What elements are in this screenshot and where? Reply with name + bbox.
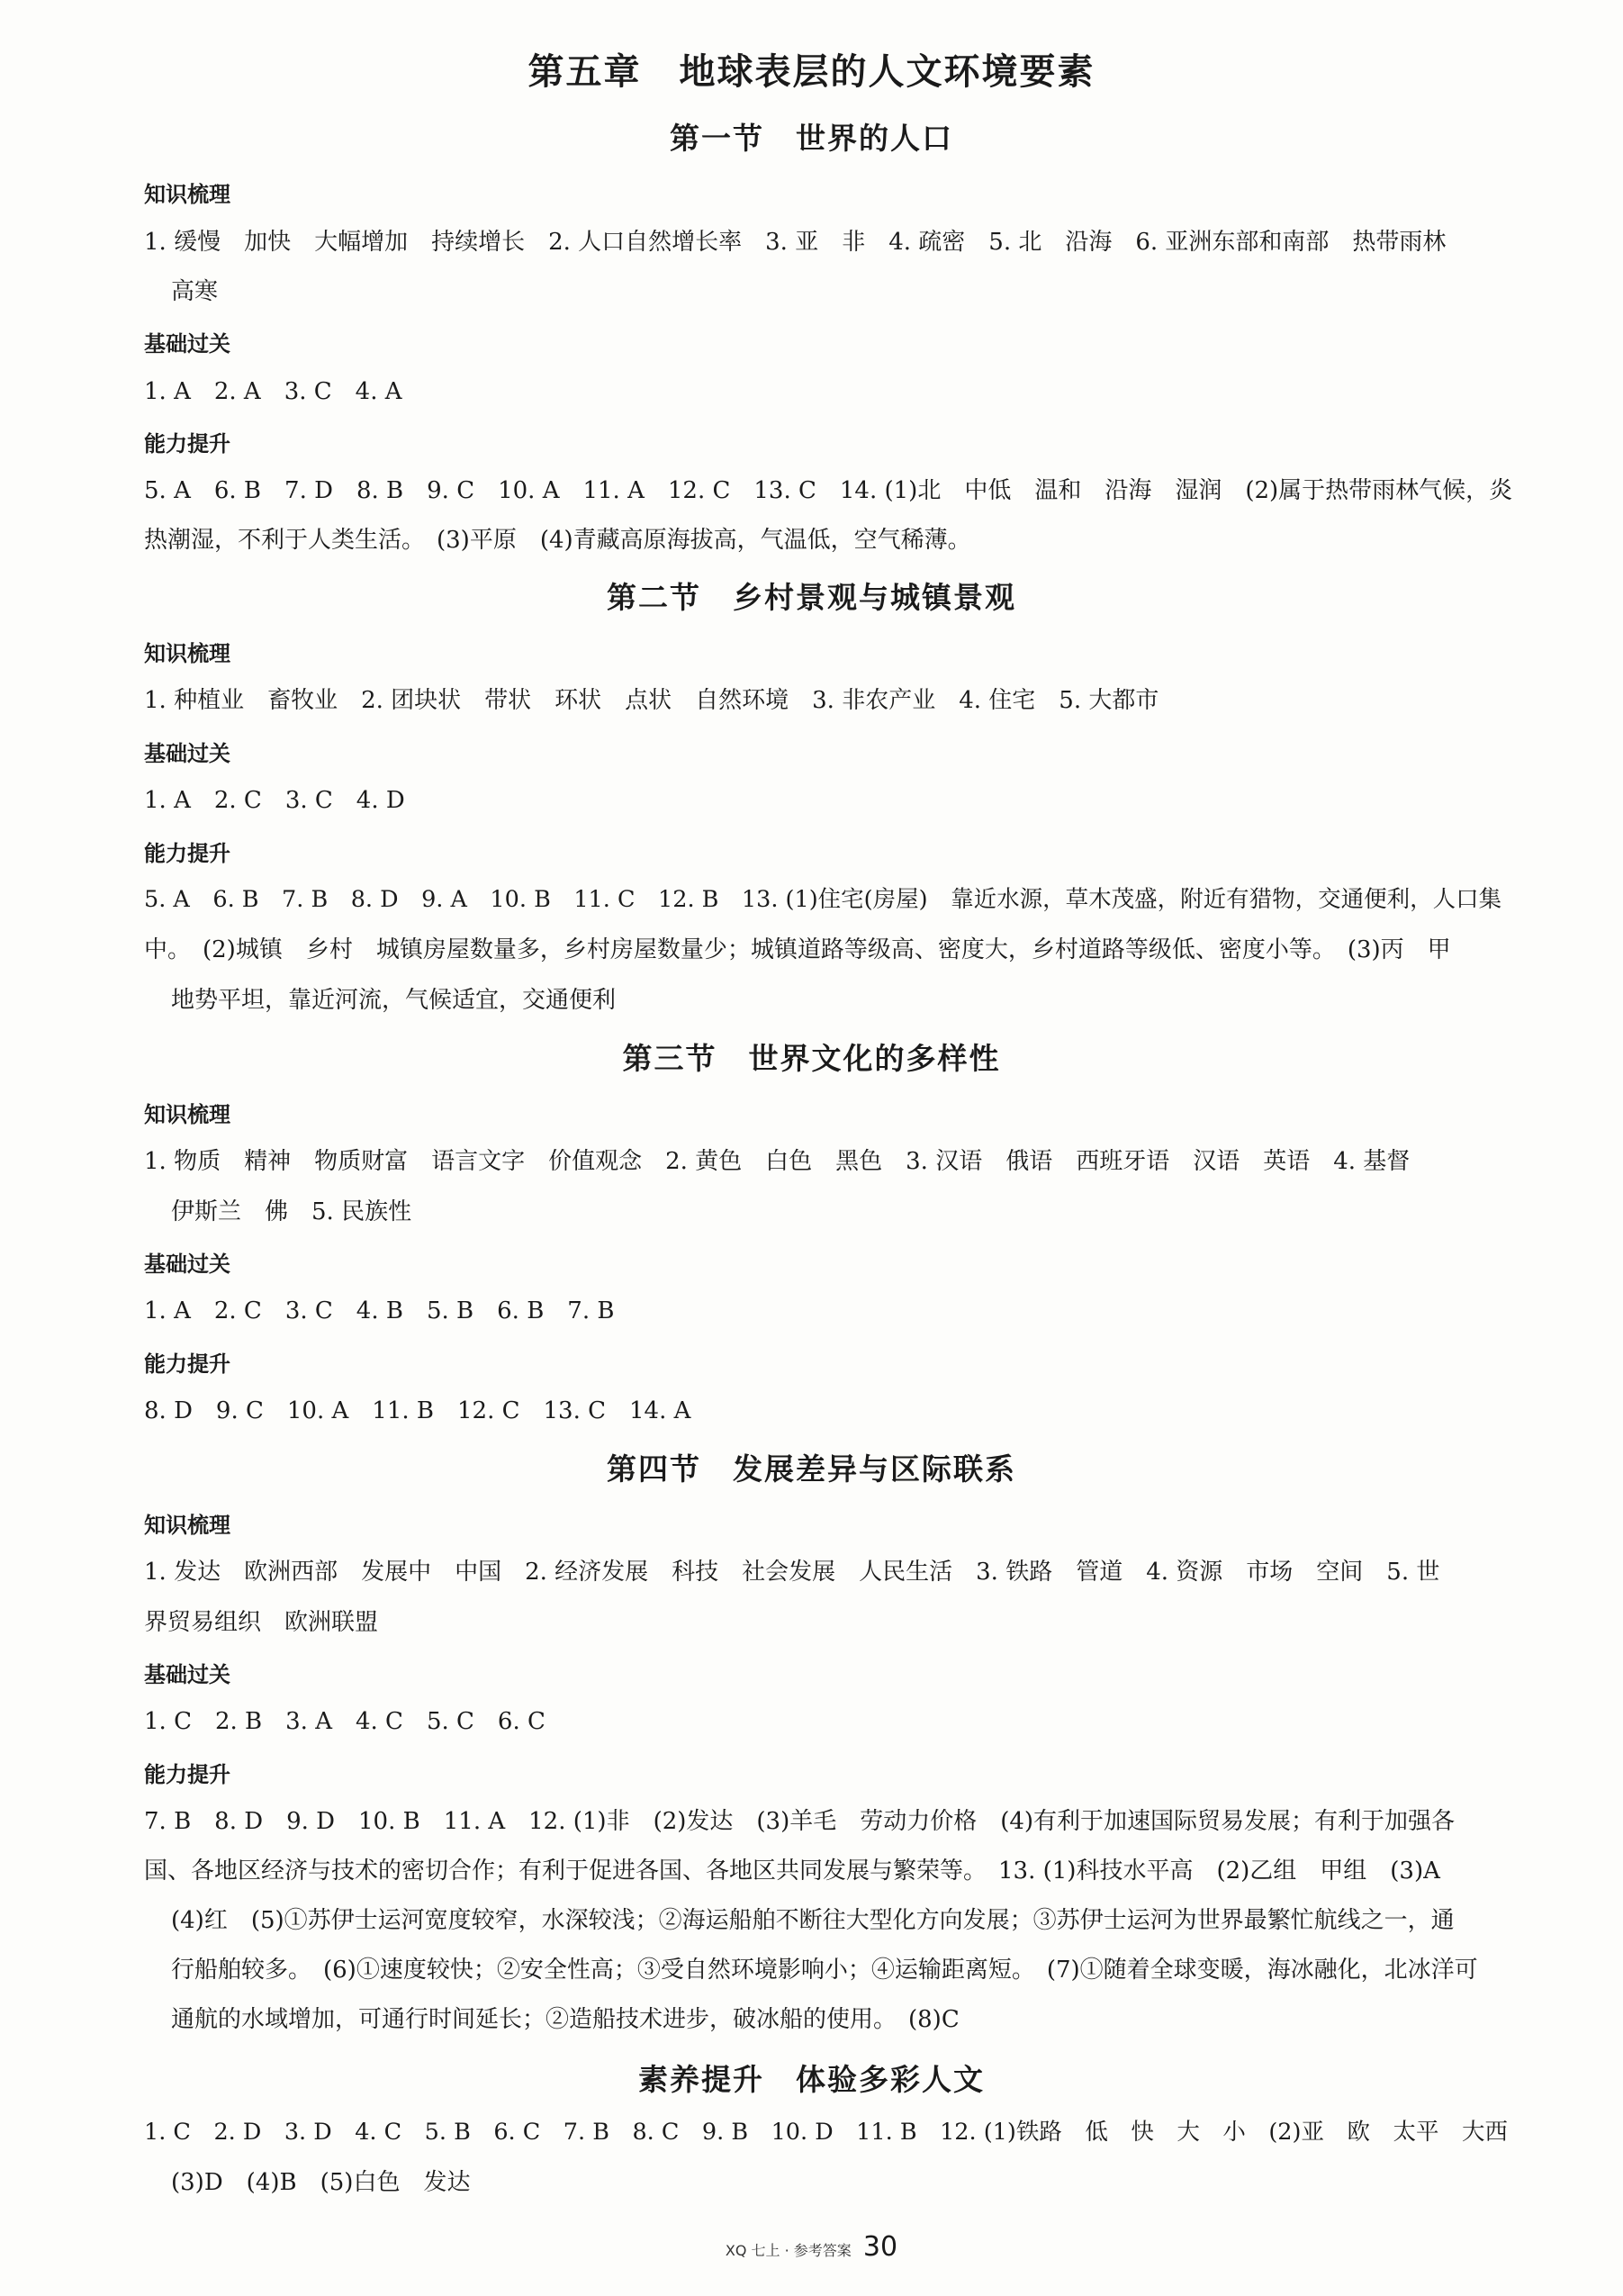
answer-line: 通航的水域增加，可通行时间延长；②造船技术进步，破冰船的使用。 (8)C	[171, 2006, 960, 2033]
answer-line: 1. 发达 欧洲西部 发展中 中国 2. 经济发展 科技 社会发展 人民生活 3. 铁路 管道 4. 资源 市场 空间 5. 世	[144, 1559, 1440, 1586]
answer-line: 1. A 2. C 3. C 4. B 5. B 6. B 7. B	[144, 1297, 615, 1324]
chapter-title: 第五章 地球表层的人文环境要素	[527, 51, 1096, 93]
answer-line: 1. 缓慢 加快 大幅增加 持续增长 2. 人口自然增长率 3. 亚 非 4. 疏密 5. 北 沿海 6. 亚洲东部和南部 热带雨林	[144, 229, 1447, 256]
block-label: 基础过关	[144, 1662, 230, 1687]
answer-line: 7. B 8. D 9. D 10. B 11. A 12. (1)非 (2)发达 (3)羊毛 劳动力价格 (4)有利于加速国际贸易发展；有利于加强各	[144, 1808, 1456, 1835]
answer-line: 1. 物质 精神 物质财富 语言文字 价值观念 2. 黄色 白色 黑色 3. 汉语 俄语 西班牙语 汉语 英语 4. 基督	[144, 1148, 1411, 1175]
block-label: 基础过关	[144, 331, 230, 357]
section-title: 第二节 乡村景观与城镇景观	[607, 580, 1016, 615]
answer-line: (3)D (4)B (5)白色 发达	[171, 2169, 471, 2196]
block-label: 基础过关	[144, 1252, 230, 1277]
block-label: 能力提升	[144, 431, 230, 456]
answer-line: 高寒	[171, 278, 219, 305]
block-label: 能力提升	[144, 841, 230, 866]
answer-line: 1. C 2. D 3. D 4. C 5. B 6. C 7. B 8. C 9. B 10. D 11. B 12. (1)铁路 低 快 大 小 (2)亚 欧 太平 大西	[144, 2119, 1508, 2146]
answer-line: (4)红 (5)①苏伊士运河宽度较窄，水深较浅；②海运船舶不断往大型化方向发展；③苏伊士运河为世界最繁忙航线之一，通	[171, 1907, 1455, 1934]
section-title: 第一节 世界的人口	[670, 121, 953, 156]
answer-line: 地势平坦，靠近河流，气候适宜，交通便利	[171, 987, 617, 1014]
answer-line: 5. A 6. B 7. B 8. D 9. A 10. B 11. C 12. B 13. (1)住宅(房屋) 靠近水源，草木茂盛，附近有猎物，交通便利，人口集	[144, 886, 1502, 913]
block-label: 知识梳理	[144, 1102, 230, 1127]
section-title: 第三节 世界文化的多样性	[622, 1041, 1001, 1076]
answer-line: 行船舶较多。 (6)①速度较快；②安全性高；③受自然环境影响小；④运输距离短。 (7)①随着全球变暖，海冰融化，北冰洋可	[171, 1957, 1478, 1984]
answer-line: 1. A 2. A 3. C 4. A	[144, 378, 402, 405]
answer-line: 界贸易组织 欧洲联盟	[144, 1609, 379, 1636]
answer-line: 8. D 9. C 10. A 11. B 12. C 13. C 14. A	[144, 1397, 691, 1424]
answer-line: 国、各地区经济与技术的密切合作；有利于促进各国、各地区共同发展与繁荣等。 13. (1)科技水平高 (2)乙组 甲组 (3)A	[144, 1858, 1440, 1885]
answer-line: 5. A 6. B 7. D 8. B 9. C 10. A 11. A 12. C 13. C 14. (1)北 中低 温和 沿海 湿润 (2)属于热带雨林气候，炎	[144, 477, 1513, 504]
block-label: 基础过关	[144, 741, 230, 766]
answer-line: 伊斯兰 佛 5. 民族性	[171, 1198, 412, 1225]
answer-line: 1. 种植业 畜牧业 2. 团块状 带状 环状 点状 自然环境 3. 非农产业 4. 住宅 5. 大都市	[144, 687, 1159, 714]
page-footer	[0, 2231, 1623, 2263]
section-title: 第四节 发展差异与区际联系	[607, 1451, 1016, 1487]
answer-line: 热潮湿，不利于人类生活。 (3)平原 (4)青藏高原海拔高，气温低，空气稀薄。	[144, 527, 971, 554]
block-label: 知识梳理	[144, 641, 230, 666]
page-number: 30	[862, 2231, 898, 2263]
block-label: 知识梳理	[144, 182, 230, 207]
answer-line: 1. C 2. B 3. A 4. C 5. C 6. C	[144, 1708, 546, 1735]
answer-line: 1. A 2. C 3. C 4. D	[144, 787, 405, 814]
section-title: 素养提升 体验多彩人文	[638, 2062, 985, 2097]
block-label: 知识梳理	[144, 1513, 230, 1538]
block-label: 能力提升	[144, 1351, 230, 1377]
footer-label: XQ 七上 · 参考答案	[725, 2242, 852, 2259]
answer-line: 中。 (2)城镇 乡村 城镇房屋数量多，乡村房屋数量少；城镇道路等级高、密度大，乡村道路等级低、密度小等。 (3)丙 甲	[144, 936, 1451, 963]
block-label: 能力提升	[144, 1762, 230, 1787]
